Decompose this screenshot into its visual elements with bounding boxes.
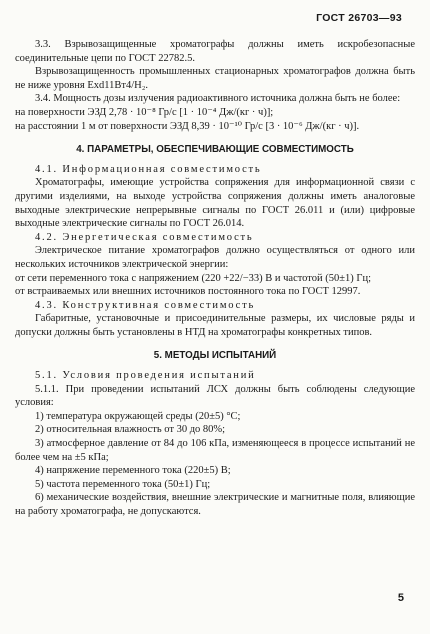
paragraph-3-4-surface: на поверхности ЭЗД 2,78 · 10⁻⁸ Гр/с [1 · 10⁻⁴ Дж/(кг · ч)]; [15,106,274,118]
paragraph-3-4-distance: на расстоянии 1 м от поверхности ЭЗД 8,39 · 10⁻¹⁰ Гр/с [3 · 10⁻⁶ Дж/(кг · ч)]. [15,120,360,132]
page-number: 5 [397,592,404,604]
paragraph-5-1-heading: 5.1. Условия проведения испытаний [35,370,256,382]
paragraph-5-1-1: 5.1.1. При проведении испытаний ЛСХ должны быть соблюдены следующие условия: [15,383,415,409]
condition-2: 2) относительная влажность от 30 до 80%; [35,424,226,436]
condition-3: 3) атмосферное давление от 84 до 106 кПа, изменяющееся в процессе испытаний не более чем на ±5 кПа; [15,438,415,463]
section-4-heading: 4. ПАРАМЕТРЫ, ОБЕСПЕЧИВАЮЩИЕ СОВМЕСТИМОСТЬ [76,144,354,156]
condition-4: 4) напряжение переменного тока (220±5) В; [35,465,231,477]
paragraph-4-3: Габаритные, установочные и присоединительные размеры, их числовые ряды и допуски должны быть установлены в НТД на хроматографы конкретных типов. [15,313,415,338]
section-5-heading: 5. МЕТОДЫ ИСПЫТАНИЙ [153,350,277,362]
paragraph-4-2-dc: от встраиваемых или внешних источников постоянного тока по ГОСТ 12997. [15,286,361,298]
paragraph-4-3-heading: 4.3. Конструктивная совместимость [35,299,256,311]
standard-header: ГОСТ 26703—93 [316,12,402,24]
paragraph-4-2-mains: от сети переменного тока с напряжением (220 +22/−33) В и частотой (50±1) Гц; [15,272,371,284]
paragraph-4-2: Электрическое питание хроматографов должно осуществляться от одного или нескольких источников электрической энергии: [15,245,415,270]
paragraph-4-1-heading: 4.1. Информационная совместимость [35,163,262,175]
paragraph-4-1: Хроматографы, имеющие устройства сопряжения для информационной связи с другими изделиями, на выходе устройства сопряжения должны иметь аналоговые выходные электрические непрерывные сигналы по ГОСТ 26.011 и (или) цифровые выходные электрические сигналы по ГОСТ 26.014. [15,177,415,230]
condition-1: 1) температура окружающей среды (20±5) °С; [35,410,241,422]
paragraph-3-3-explosion-protection: Взрывозащищенность промышленных стационарных хроматографов должна быть не ниже уровня Exd11Bт4/H₂. [15,66,415,91]
paragraph-3-4: 3.4. Мощность дозы излучения радиоактивного источника должна быть не более: [35,93,401,105]
document-body [15,38,415,519]
condition-6: 6) механические воздействия, внешние электрические и магнитные поля, влияющие на работу хроматографа, не допускаются. [15,492,415,517]
condition-5: 5) частота переменного тока (50±1) Гц; [35,478,211,490]
paragraph-4-2-heading: 4.2. Энергетическая совместимость [35,231,254,243]
paragraph-3-3: 3.3. Взрывозащищенные хроматографы должны иметь искробезопасные соединительные цепи по ГОСТ 22782.5. [15,39,415,64]
